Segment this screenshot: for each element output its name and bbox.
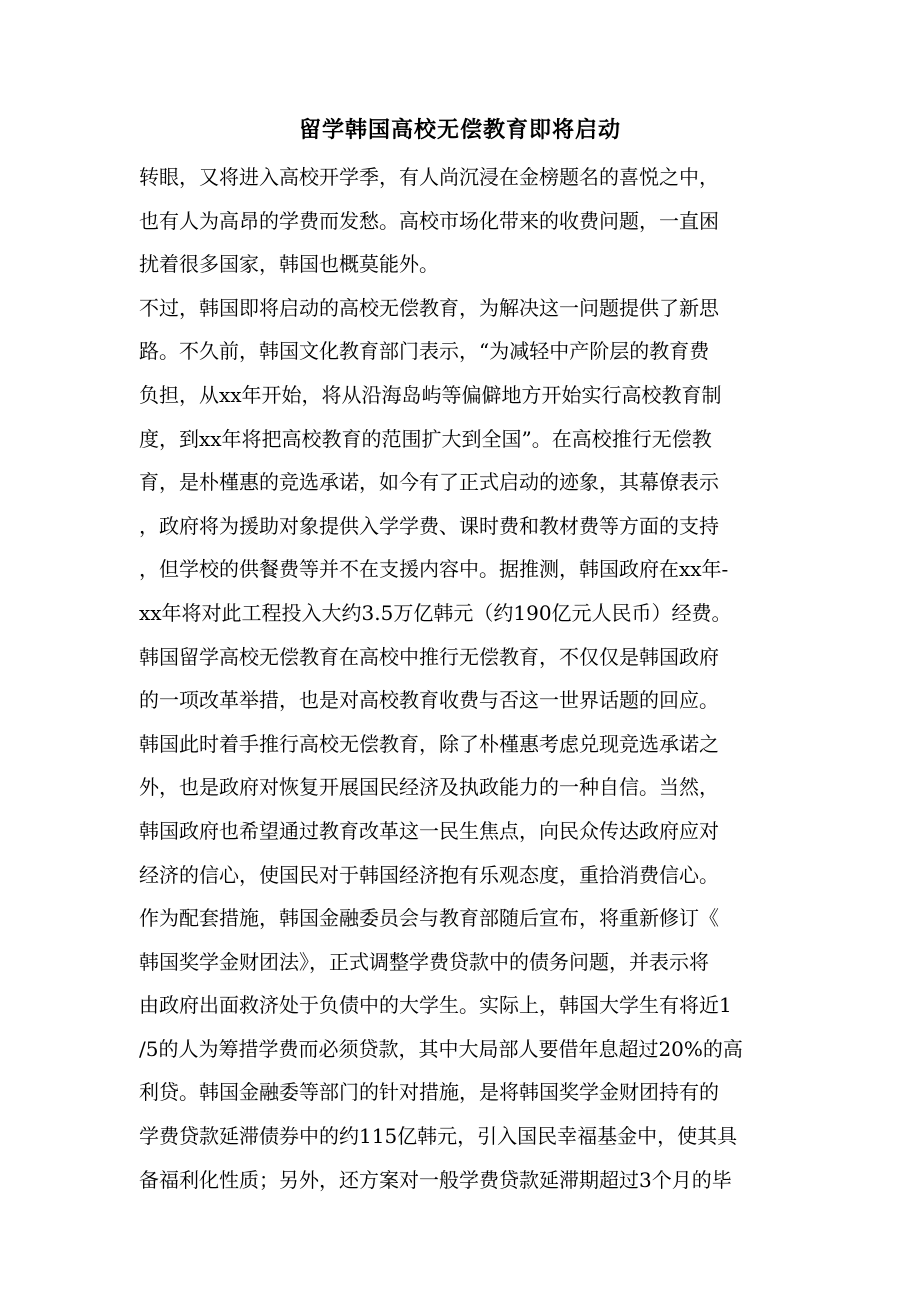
text-line: 韩国奖学金财团法》，正式调整学费贷款中的债务问题，并表示将 <box>139 949 709 974</box>
text-line: /5的人为筹措学费而必须贷款，其中大局部人要借年息超过20%的高 <box>139 1036 743 1061</box>
text-line: 韩国此时着手推行高校无偿教育，除了朴槿惠考虑兑现竞选承诺之 <box>139 731 719 756</box>
text-line: 由政府出面救济处于负债中的大学生。实际上，韩国大学生有将近1 <box>139 993 732 1018</box>
text-line: 的一项改革举措，也是对高校教育收费与否这一世界话题的回应。 <box>139 688 719 713</box>
text-line: 作为配套措施，韩国金融委员会与教育部随后宣布，将重新修订《 <box>139 906 719 931</box>
document-body <box>139 156 781 1202</box>
text-line: 不过，韩国即将启动的高校无偿教育，为解决这一问题提供了新思 <box>139 295 719 320</box>
text-line: 也有人为高昂的学费而发愁。高校市场化带来的收费问题，一直困 <box>139 208 719 233</box>
text-line: 韩国政府也希望通过教育改革这一民生焦点，向民众传达政府应对 <box>139 818 719 843</box>
text-line: 路。不久前，韩国文化教育部门表示，“为减轻中产阶层的教育费 <box>139 339 710 364</box>
document-title: 留学韩国高校无偿教育即将启动 <box>298 117 621 143</box>
text-line: 学费贷款延滞债券中的约115亿韩元，引入国民幸福基金中，使其具 <box>139 1124 738 1149</box>
text-line: ，政府将为援助对象提供入学学费、课时费和教材费等方面的支持 <box>139 513 719 538</box>
text-line: 扰着很多国家，韩国也概莫能外。 <box>139 252 439 277</box>
text-line: 备福利化性质；另外，还方案对一般学费贷款延滞期超过3个月的毕 <box>139 1167 732 1192</box>
text-line: 利贷。韩国金融委等部门的针对措施，是将韩国奖学金财团持有的 <box>139 1080 719 1105</box>
text-line: 育，是朴槿惠的竞选承诺，如今有了正式启动的迹象，其幕僚表示 <box>139 470 719 495</box>
text-line: 外，也是政府对恢复开展国民经济及执政能力的一种自信。当然， <box>139 775 719 800</box>
text-line: ，但学校的供餐费等并不在支援内容中。据推测，韩国政府在xx年- <box>139 557 729 582</box>
text-line: 负担，从xx年开始，将从沿海岛屿等偏僻地方开始实行高校教育制 <box>139 382 722 407</box>
text-line: 韩国留学高校无偿教育在高校中推行无偿教育，不仅仅是韩国政府 <box>139 644 719 669</box>
text-line: 经济的信心，使国民对于韩国经济抱有乐观态度，重拾消费信心。 <box>139 862 719 887</box>
text-line: 度，到xx年将把高校教育的范围扩大到全国”。在高校推行无偿教 <box>139 426 712 451</box>
text-line: 转眼，又将进入高校开学季，有人尚沉浸在金榜题名的喜悦之中， <box>139 165 719 189</box>
text-line: xx年将对此工程投入大约3.5万亿韩元（约190亿元人民币）经费。 <box>139 600 732 625</box>
